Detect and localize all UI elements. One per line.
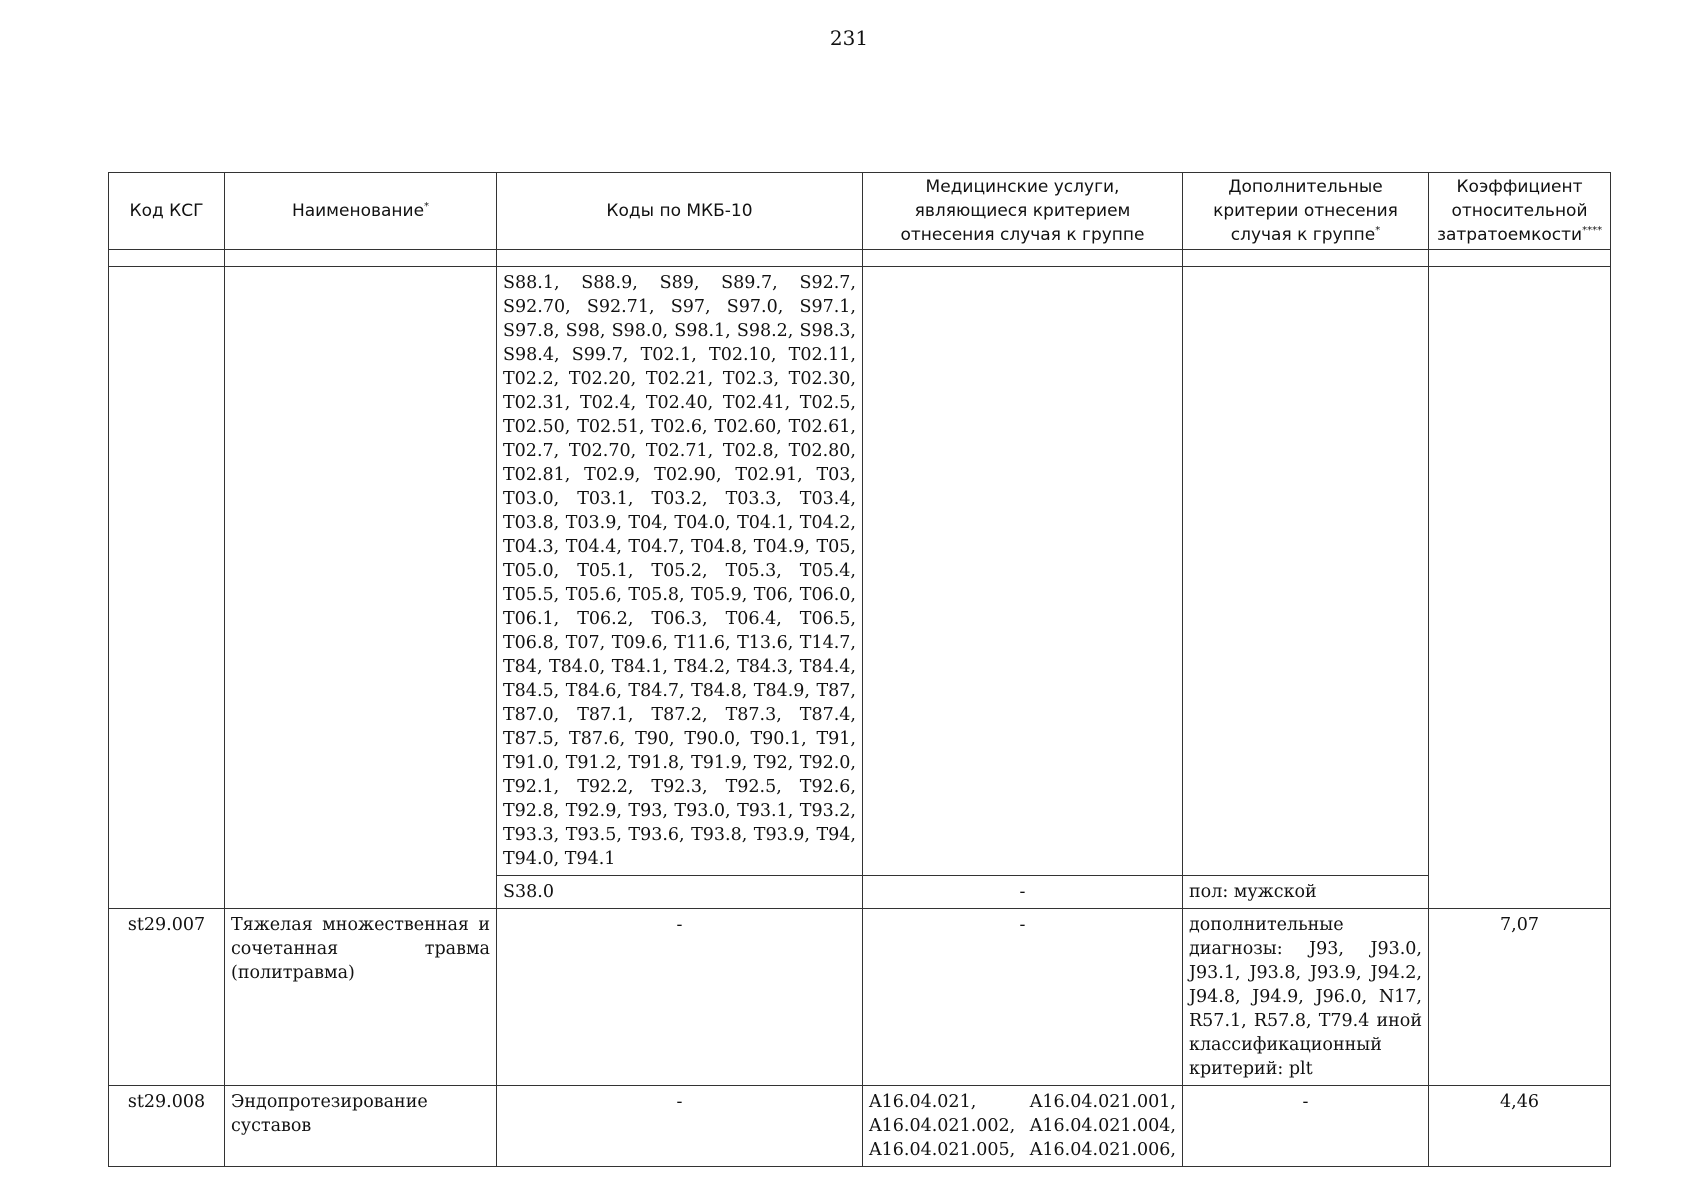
coef-cell	[1429, 267, 1611, 909]
services-cell: -	[863, 909, 1183, 1086]
header-icd: Коды по МКБ-10	[497, 173, 863, 250]
code-cell	[109, 267, 225, 909]
name-cell: Эндопротезирование суставов	[225, 1086, 497, 1167]
criteria-cell	[1183, 267, 1429, 876]
services-cell	[863, 1086, 1183, 1167]
services-cell: -	[863, 876, 1183, 909]
service-line: A16.04.021.005, A16.04.021.006,	[869, 1140, 1176, 1160]
table-row	[109, 909, 1611, 1086]
header-coef: Коэффициент относительной затратоемкости****	[1429, 173, 1611, 250]
icd-cell: -	[497, 1086, 863, 1167]
ksg-table	[108, 172, 1611, 1167]
icd-cell: S88.1, S88.9, S89, S89.7, S92.7, S92.70, S92.71, S97, S97.0, S97.1, S97.8, S98, S98.0, S98.1, S98.2, S98.3, S98.4, S99.7, T02.1, T02.10, T02.11, T02.2, T02.20, T02.21, T02.3, T02.30, T02.31, T02.4, T02.40, T02.41, T02.5, T02.50, T02.51, T02.6, T02.60, T02.61, T02.7, T02.70, T02.71, T02.8, T02.80, T02.81, T02.9, T02.90, T02.91, T03, T03.0, T03.1, T03.2, T03.3, T03.4, T03.8, T03.9, T04, T04.0, T04.1, T04.2, T04.3, T04.4, T04.7, T04.8, T04.9, T05, T05.0, T05.1, T05.2, T05.3, T05.4, T05.5, T05.6, T05.8, T05.9, T06, T06.0, T06.1, T06.2, T06.3, T06.4, T06.5, T06.8, T07, T09.6, T11.6, T13.6, T14.7, T84, T84.0, T84.1, T84.2, T84.3, T84.4, T84.5, T84.6, T84.7, T84.8, T84.9, T87, T87.0, T87.1, T87.2, T87.3, T87.4, T87.5, T87.6, T90, T90.0, T90.1, T91, T91.0, T91.2, T91.8, T91.9, T92, T92.0, T92.1, T92.2, T92.3, T92.5, T92.6, T92.8, T92.9, T93, T93.0, T93.1, T93.2, T93.3, T93.5, T93.6, T93.8, T93.9, T94, T94.0, T94.1	[497, 267, 863, 876]
table-row	[109, 1086, 1611, 1167]
coef-cell: 4,46	[1429, 1086, 1611, 1167]
criteria-cell: пол: мужской	[1183, 876, 1429, 909]
icd-cell: S38.0	[497, 876, 863, 909]
criteria-cell: -	[1183, 1086, 1429, 1167]
service-line: A16.04.021.002, A16.04.021.004,	[869, 1116, 1176, 1136]
page-number: 231	[829, 26, 869, 50]
header-spacer-row	[109, 250, 1611, 267]
coef-cell: 7,07	[1429, 909, 1611, 1086]
name-cell: Тяжелая множественная и сочетанная травма (политравма)	[225, 909, 497, 1086]
header-code: Код КСГ	[109, 173, 225, 250]
header-name: Наименование*	[225, 173, 497, 250]
icd-cell: -	[497, 909, 863, 1086]
name-cell	[225, 267, 497, 909]
services-cell	[863, 267, 1183, 876]
criteria-cell: дополнительные диагнозы: J93, J93.0, J93.1, J93.8, J93.9, J94.2, J94.8, J94.9, J96.0, N17, R57.1, R57.8, T79.4 иной классификационный критерий: plt	[1183, 909, 1429, 1086]
header-row	[109, 173, 1611, 250]
service-line: A16.04.021, A16.04.021.001,	[869, 1092, 1176, 1112]
header-criteria: Дополнительные критерии отнесения случая к группе*	[1183, 173, 1429, 250]
header-services: Медицинские услуги, являющиеся критерием отнесения случая к группе	[863, 173, 1183, 250]
code-cell: st29.007	[109, 909, 225, 1086]
table-row	[109, 267, 1611, 876]
code-cell: st29.008	[109, 1086, 225, 1167]
